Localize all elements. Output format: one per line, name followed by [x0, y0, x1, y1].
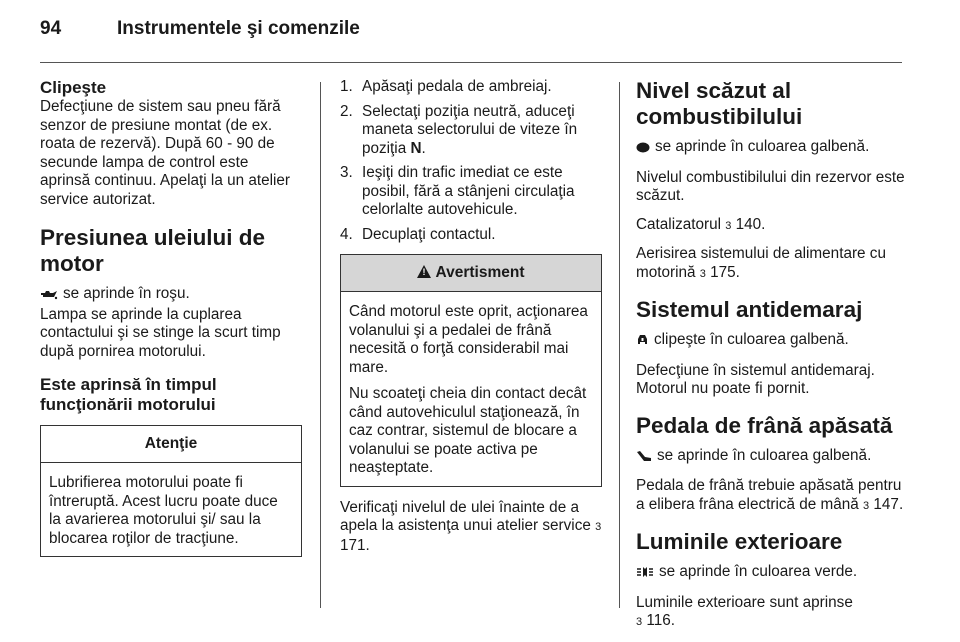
caution-box-title: Atenţie — [41, 426, 301, 463]
section-text-clipeste: Defecţiune de sistem sau pneu fără senzor de presiune montat (de ex. roata de rezervă). După 60 - 90 de secunde lampa de control este aprinsă continuu. Apelaţi la un atelier service autorizat. — [40, 98, 291, 208]
page-number: 94 — [40, 18, 62, 39]
column-3 — [636, 78, 906, 632]
caution-box-text: Lubrifierea motorului poate fi întreruptă. Acest lucru poate duce la avarierea motorului şi/ sau la blocarea roţilor de tracţiune. — [49, 474, 278, 547]
warning-text-1: Când motorul este oprit, acţionarea volanului şi a pedalei de frână necesită o forţă considerabil mai mare. — [349, 303, 588, 376]
oil-indicator-line — [40, 285, 302, 306]
section-title-clipeste: Clipeşte — [40, 78, 107, 97]
section-title-oil-pressure: Presiunea uleiului de motor — [40, 225, 266, 276]
fuel-bleed-ref: Aerisirea sistemului de alimentare cu motorină 3 175. — [636, 245, 886, 281]
section-title-immobiliser: Sistemul antidemaraj — [636, 297, 863, 322]
brake-description: Pedala de frână trebuie apăsată pentru a elibera frâna electrică de mână 3 147. — [636, 477, 904, 513]
list-item: 3. Ieşiţi din trafic imediat ce este posibil, fără a stânjeni circulaţia celorlalte autovehicule. — [340, 164, 575, 218]
steps-list — [340, 78, 602, 244]
foot-pedal-icon — [636, 449, 652, 468]
reference-arrow-icon: 3 — [636, 616, 643, 628]
caution-box — [40, 425, 302, 557]
subsection-title-engine-running: Este aprinsă în timpul funcţionării motorului — [40, 375, 217, 414]
column-2 — [340, 78, 602, 565]
exterior-lights-indicator-line: se aprinde în culoarea verde. — [636, 563, 906, 584]
column-divider-2 — [619, 82, 620, 608]
exterior-lights-description: Luminile exterioare sunt aprinse 3 116. — [636, 593, 853, 629]
brake-indicator-line: se aprinde în culoarea galbenă. — [636, 447, 906, 468]
page-title: Instrumentele şi comenzile — [117, 18, 360, 39]
list-item: 2. Selectaţi poziţia neutră, aduceţi maneta selectorului de viteze în poziţia N. — [340, 102, 578, 157]
exterior-lights-icon — [636, 565, 654, 584]
immobiliser-description: Defecţiune în sistemul antidemaraj. Motorul nu poate fi pornit. — [636, 361, 875, 397]
oil-can-icon — [40, 287, 58, 306]
oil-check-text: Verificaţi nivelul de ulei înainte de a apela la asistenţa unui atelier service 3 171. — [340, 498, 602, 554]
column-1 — [40, 78, 302, 569]
list-item: 4. Decuplaţi contactul. — [340, 225, 496, 243]
oil-indicator-text: se aprinde în roşu. — [63, 285, 190, 302]
fuel-drop-icon — [636, 140, 650, 159]
immobiliser-indicator-line: clipeşte în culoarea galbenă. — [636, 331, 906, 352]
header-divider — [40, 62, 902, 63]
reference-arrow-icon: 3 — [725, 219, 732, 232]
warning-box-title: ! Avertisment — [341, 255, 601, 292]
warning-box — [340, 254, 602, 487]
section-title-brake-pedal: Pedala de frână apăsată — [636, 412, 893, 438]
list-item: 1. Apăsaţi pedala de ambreiaj. — [340, 78, 552, 95]
car-key-icon — [636, 333, 649, 352]
reference-arrow-icon: 3 — [595, 521, 602, 533]
oil-description: Lampa se aprinde la cuplarea contactului şi se stinge la scurt timp după pornirea motorului. — [40, 305, 281, 360]
reference-arrow-icon: 3 — [699, 267, 706, 280]
column-divider-1 — [320, 82, 321, 608]
warning-triangle-icon: ! — [417, 265, 431, 278]
warning-text-2: Nu scoateţi cheia din contact decât când autovehiculul staţionează, în caz contrar, sistemul de blocare a volanului se poate activa pe neaşteptate. — [349, 385, 587, 476]
fuel-catalyst-ref: Catalizatorul 3 140. — [636, 215, 766, 233]
section-title-exterior-lights: Luminile exterioare — [636, 529, 843, 554]
fuel-indicator-line: se aprinde în culoarea galbenă. — [636, 138, 906, 159]
reference-arrow-icon: 3 — [863, 499, 870, 512]
fuel-description: Nivelul combustibilului din rezervor este scăzut. — [636, 168, 905, 204]
section-title-low-fuel: Nivel scăzut al combustibilului — [636, 78, 803, 129]
